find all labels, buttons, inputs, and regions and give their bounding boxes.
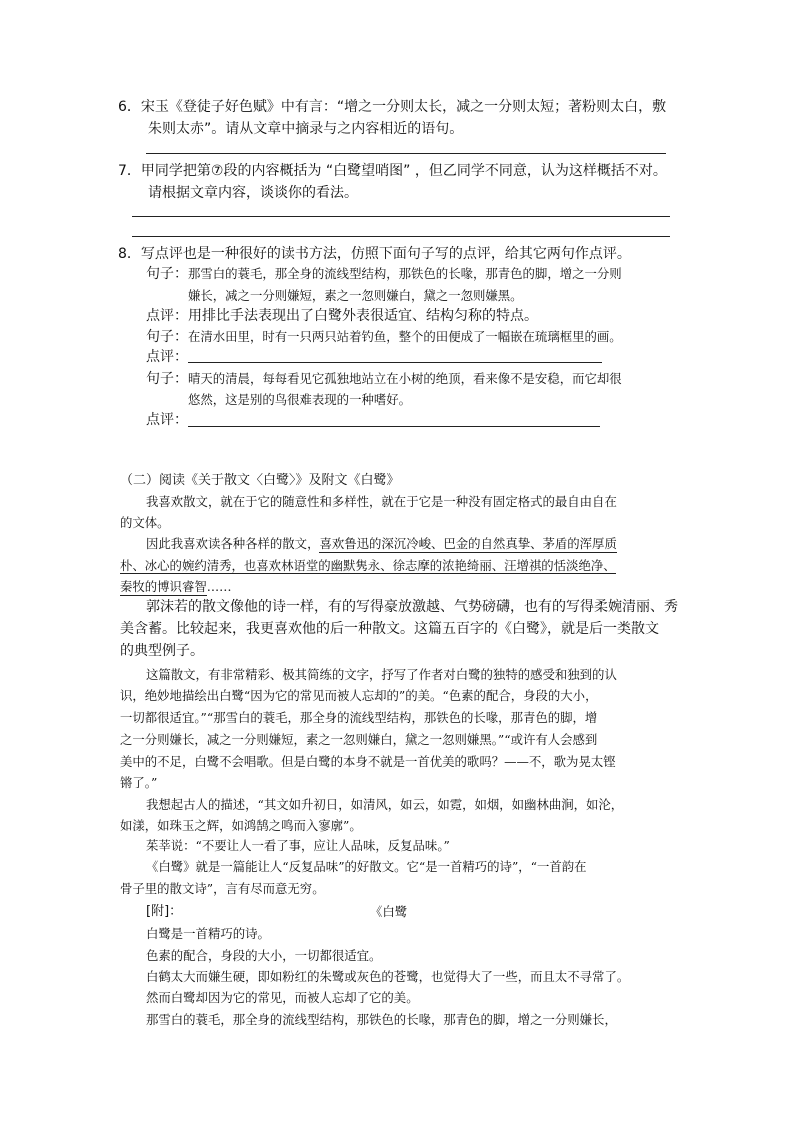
part2-p7-a: 《白鹭》就是一篇能让人“反复品味”的好散文。它“是一首精巧的诗”，“一首韵在 xyxy=(146,859,587,874)
q7-line2: 请根据文章内容，谈谈你的看法。 xyxy=(148,185,358,201)
q8-sentence3-b: 悠然，这是别的鸟很难表现的一种嗜好。 xyxy=(188,392,412,407)
appendix-line2: 色素的配合，身段的大小，一切都很适宜。 xyxy=(146,948,382,963)
appendix-title: 《白鹭 xyxy=(370,904,408,919)
q8-sentence3-a: 晴天的清晨，每每看见它孤独地站立在小树的绝顶，看来像不是安稳，而它却很 xyxy=(188,371,622,386)
q7-answer-line-1 xyxy=(132,216,670,217)
part2-p4-f: 锵了。” xyxy=(120,775,158,790)
q6-answer-line xyxy=(146,153,666,154)
appendix-line1: 白鹭是一首精巧的诗。 xyxy=(146,926,270,941)
part2-p3-c: 的典型例子。 xyxy=(120,643,204,659)
part2-p5-a: 我想起古人的描述，“其文如升初日，如清风，如云，如霓，如烟，如幽林曲涧，如沦， xyxy=(146,797,624,812)
part2-p2-c-ellipsis: …… xyxy=(206,579,232,594)
part2-p2-c-underlined: 秦牧的博识睿智 xyxy=(120,579,207,594)
part2-p4-e: 美中的不足，白鹭不会唱歌。但是白鹭的本身不就是一首优美的歌吗？——不，歌为晃太铿 xyxy=(120,754,616,769)
part2-p4-d: 之一分则嫌长，减之一分则嫌短，素之一忽则嫌白，黛之一忽则嫌黑。”“或许有人会感到 xyxy=(120,732,598,747)
part2-p2-a-plain: 因此我喜欢读各种各样的散文， xyxy=(146,536,320,551)
q8-example-comment: 点评：用排比手法表现出了白鹭外表很适宜、结构匀称的特点。 xyxy=(146,308,538,324)
part2-p4-a: 这篇散文，有非常精彩、极其简练的文字，抒写了作者对白鹭的独特的感受和独到的认 xyxy=(146,667,617,682)
q8-sentence1-label: 句子： xyxy=(146,266,188,282)
q8-sentence2-label: 句子： xyxy=(146,329,188,345)
q8-sentence2: 在清水田里，时有一只两只站着钓鱼，整个的田便成了一幅嵌在琉璃框里的画。 xyxy=(188,329,622,344)
part2-p1-b: 的文体。 xyxy=(120,515,170,530)
appendix-line3: 白鹤太大而嫌生硬，即如粉红的朱鹭或灰色的苍鹭，也觉得大了一些，而且太不寻常了。 xyxy=(146,969,630,984)
part2-p1-a: 我喜欢散文，就在于它的随意性和多样性，就在于它是一种没有固定格式的最自由自在 xyxy=(146,494,617,509)
part2-p2-c xyxy=(120,581,232,593)
part2-p5-b: 如漾，如珠玉之辉，如鸿鹄之鸣而入寥廓”。 xyxy=(120,818,362,833)
part2-p4-c: 一切都很适宜。”“那雪白的蓑毛，那全身的流线型结构，那铁色的长喙，那青色的脚，增 xyxy=(120,710,598,725)
q8-comment3-label: 点评： xyxy=(146,412,188,428)
part2-p3-a: 郭沫若的散文像他的诗一样，有的写得豪放激越、气势磅礴，也有的写得柔婉清丽、秀 xyxy=(146,599,678,615)
q8-sentence1-b: 嫌长，减之一分则嫌短，素之一忽则嫌白，黛之一忽则嫌黑。 xyxy=(188,288,523,303)
appendix-label: [附]： xyxy=(146,904,183,919)
part2-heading: （二）阅读《关于散文〈白鹭〉》及附文《白鹭》 xyxy=(120,473,400,488)
q6-line1: 6．宋玉《登徒子好色赋》中有言：“增之一分则太长，减之一分则太短；著粉则太白，敷 xyxy=(118,99,667,115)
q8-prompt: 8．写点评也是一种很好的读书方法，仿照下面句子写的点评，给其它两句作点评。 xyxy=(118,246,631,262)
q8-comment2-label: 点评： xyxy=(146,349,188,365)
q6-line2: 朱则太赤”。请从文章中摘录与之内容相近的语句。 xyxy=(148,121,464,137)
q8-sentence3-label: 句子： xyxy=(146,371,188,387)
part2-p2-b-underlined: 朴、冰心的婉约清秀，也喜欢林语堂的幽默隽永、徐志摩的浓艳绮丽、汪增祺的恬淡绝净、 xyxy=(120,558,616,573)
part2-p3-b: 美含蓄。比较起来，我更喜欢他的后一种散文。这篇五百字的《白鹭》，就是后一类散文 xyxy=(120,621,659,637)
q8-comment2-answer-line xyxy=(188,362,602,363)
appendix-line5: 那雪白的蓑毛，那全身的流线型结构，那铁色的长喙，那青色的脚，增之一分则嫌长， xyxy=(146,1012,617,1027)
q8-comment3-answer-line xyxy=(188,426,600,427)
part2-p2-a-underlined: 喜欢鲁迅的深沉冷峻、巴金的自然真挚、茅盾的浑厚质 xyxy=(319,536,617,551)
part2-p2-a xyxy=(146,538,617,550)
q7-answer-line-2 xyxy=(132,236,670,237)
part2-p4-b: 识，绝妙地描绘出白鹭“因为它的常见而被人忘却的”的美。“色素的配合，身段的大小， xyxy=(120,688,598,703)
q8-sentence1-a: 那雪白的蓑毛，那全身的流线型结构，那铁色的长喙，那青色的脚，增之一分则 xyxy=(188,266,622,281)
q7-line1: 7．甲同学把第⑦段的内容概括为 “白鹭望哨图” ，但乙同学不同意，认为这样概括不对。 xyxy=(118,163,667,179)
part2-p6: 茱莘说：“不要让人一看了事，应让人品味，反复品味。” xyxy=(146,838,450,853)
part2-p7-b: 骨子里的散文诗”，言有尽而意无穷。 xyxy=(120,881,325,896)
appendix-line4: 然而白鹭却因为它的常见，而被人忘却了它的美。 xyxy=(146,990,419,1005)
